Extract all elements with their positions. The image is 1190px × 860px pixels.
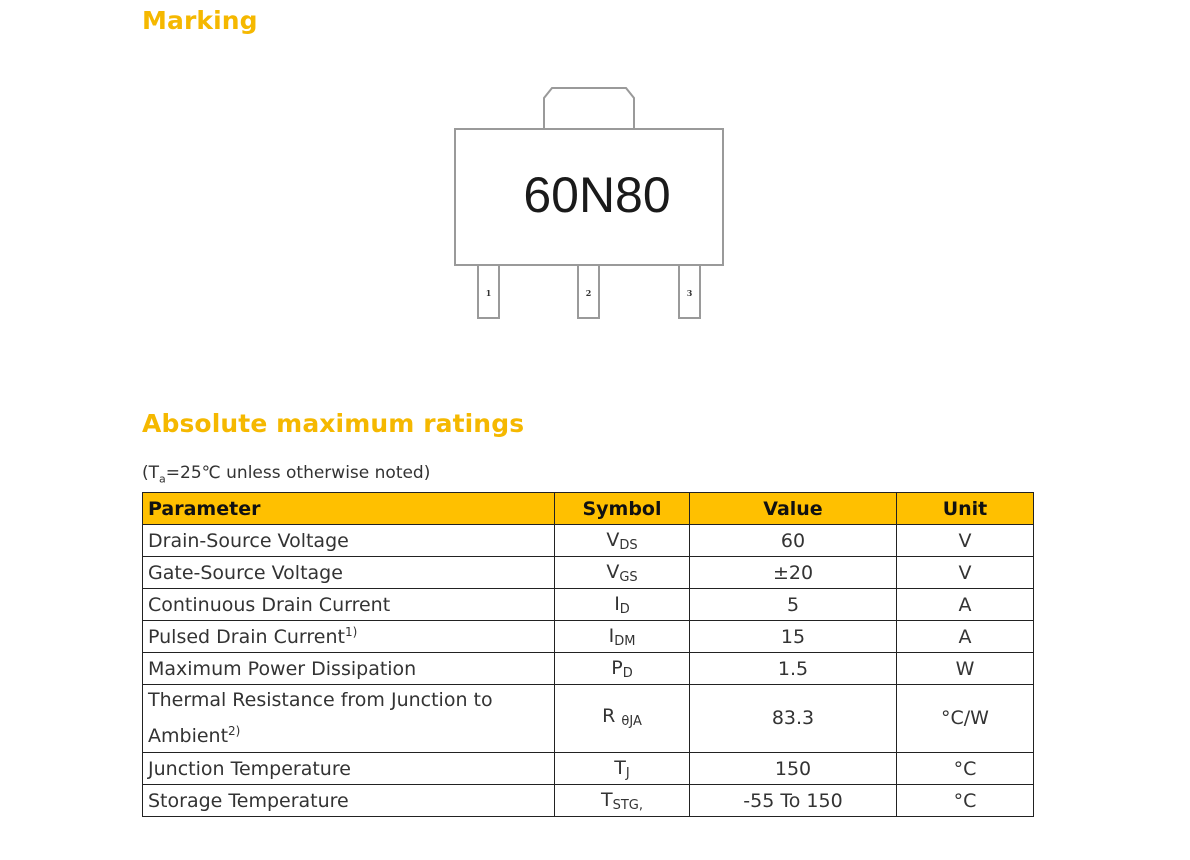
ratings-heading: Absolute maximum ratings xyxy=(142,409,525,438)
table-row xyxy=(143,557,1034,589)
cell-parameter: Gate-Source Voltage xyxy=(143,557,555,589)
cell-unit: W xyxy=(897,653,1034,685)
pin-2-label: 2 xyxy=(585,288,592,298)
cell-value: 1.5 xyxy=(690,653,897,685)
cell-symbol: $I_{DM}$ xyxy=(555,621,690,653)
cell-symbol: R $_{\theta JA}$ xyxy=(555,685,690,753)
cell-unit: A xyxy=(897,589,1034,621)
cell-parameter: Drain-Source Voltage xyxy=(143,525,555,557)
marking-heading: Marking xyxy=(142,6,258,35)
table-row xyxy=(143,785,1034,817)
cell-value: 83.3 xyxy=(690,685,897,753)
table-row xyxy=(143,653,1034,685)
pin-3-label: 3 xyxy=(686,288,693,298)
cell-unit: °C/W xyxy=(897,685,1034,753)
table-row xyxy=(143,753,1034,785)
pin-1-label: 1 xyxy=(485,288,492,298)
cell-parameter: Pulsed Drain Current$^{1)}$ xyxy=(143,621,555,653)
cell-unit: °C xyxy=(897,753,1034,785)
cell-parameter: Thermal Resistance from Junction to Ambient$^{2)}$ xyxy=(143,685,555,753)
cell-symbol: $T_{STG,}$ xyxy=(555,785,690,817)
footnote-marker: 2) xyxy=(228,724,241,738)
cell-parameter: Junction Temperature xyxy=(143,753,555,785)
table-header-row xyxy=(143,493,1034,525)
sot89-package-diagram xyxy=(440,78,740,328)
table-row xyxy=(143,525,1034,557)
cell-parameter: Storage Temperature xyxy=(143,785,555,817)
cell-value: 150 xyxy=(690,753,897,785)
cell-unit: V xyxy=(897,557,1034,589)
header-value: Value xyxy=(690,493,897,525)
cell-value: 5 xyxy=(690,589,897,621)
cell-symbol: $V_{GS}$ xyxy=(555,557,690,589)
header-symbol: Symbol xyxy=(555,493,690,525)
cell-symbol: $I_D$ xyxy=(555,589,690,621)
header-parameter: Parameter xyxy=(143,493,555,525)
cell-value: -55 To 150 xyxy=(690,785,897,817)
cell-parameter: Maximum Power Dissipation xyxy=(143,653,555,685)
condition-note: ($T_a=25℃$ unless otherwise noted) xyxy=(142,463,431,486)
marking-code: 60N80 xyxy=(523,167,671,223)
cell-unit: V xyxy=(897,525,1034,557)
cell-symbol: $P_D$ xyxy=(555,653,690,685)
cell-value: 15 xyxy=(690,621,897,653)
cell-value: ±20 xyxy=(690,557,897,589)
cell-unit: °C xyxy=(897,785,1034,817)
cell-parameter: Continuous Drain Current xyxy=(143,589,555,621)
table-row xyxy=(143,589,1034,621)
cell-symbol: $T_J$ xyxy=(555,753,690,785)
footnote-marker: 1) xyxy=(344,625,358,639)
package-tab xyxy=(544,88,634,129)
header-unit: Unit xyxy=(897,493,1034,525)
cell-unit: A xyxy=(897,621,1034,653)
table-row xyxy=(143,685,1034,753)
cell-value: 60 xyxy=(690,525,897,557)
cell-symbol: $V_{DS}$ xyxy=(555,525,690,557)
table-row xyxy=(143,621,1034,653)
ratings-table xyxy=(142,492,1034,817)
